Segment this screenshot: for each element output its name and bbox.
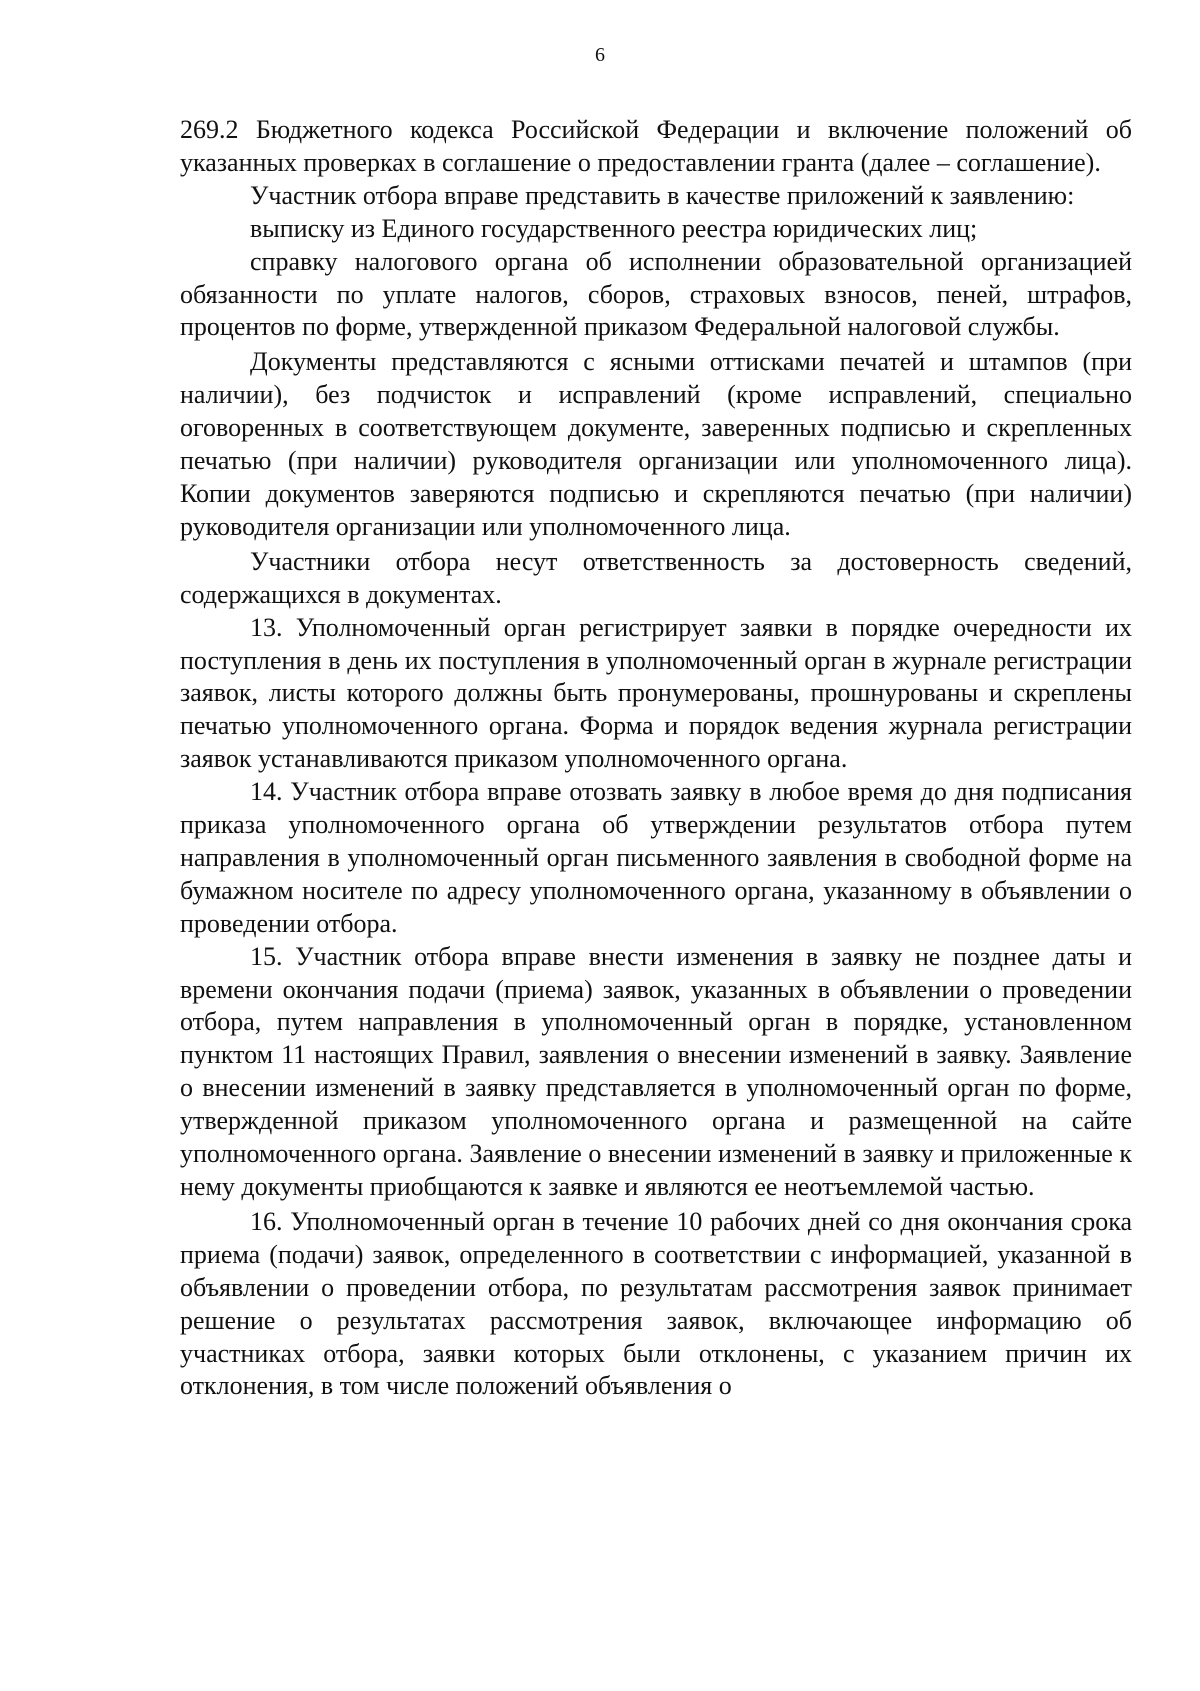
paragraph-attachments-intro: Участник отбора вправе представить в качестве приложений к заявлению:: [250, 180, 1075, 210]
paragraph-tax-certificate: справку налогового органа об исполнении образовательной организацией обязанности по уплате налогов, сборов, страховых взносов, пеней, штрафов, процентов по форме, утвержденной приказом Федеральной налоговой службы.: [180, 246, 1132, 342]
paragraph-item-15: 15. Участник отбора вправе внести изменения в заявку не позднее даты и времени окончания подачи (приема) заявок, указанных в объявлении о проведении отбора, путем направления в уполномоченный орган в порядке, установленном пунктом 11 настоящих Правил, заявления о внесении изменений в заявку. Заявление о внесении изменений в заявку представляется в уполномоченный орган по форме, утвержденной приказом уполномоченного органа и размещенной на сайте уполномоченного органа. Заявление о внесении изменений в заявку и приложенные к нему документы приобщаются к заявке и являются ее неотъемлемой частью.: [180, 941, 1132, 1201]
paragraph-item-13: 13. Уполномоченный орган регистрирует заявки в порядке очередности их поступления в день их поступления в уполномоченный орган в журнале регистрации заявок, листы которого должны быть пронумерованы, прошнурованы и скреплены печатью уполномоченного органа. Форма и порядок ведения журнала регистрации заявок устанавливаются приказом уполномоченного органа.: [180, 612, 1132, 774]
paragraph-budget-code-reference: 269.2 Бюджетного кодекса Российской Федерации и включение положений об указанных проверках в соглашение о предоставлении гранта (далее – соглашение).: [180, 115, 1132, 177]
paragraph-egrul-extract: выписку из Единого государственного реестра юридических лиц;: [250, 213, 978, 243]
paragraph-item-16: 16. Уполномоченный орган в течение 10 рабочих дней со дня окончания срока приема (подачи) заявок, определенного в соответствии с информацией, указанной в объявлении о проведении отбора, по результатам рассмотрения заявок принимает решение о результатах рассмотрения заявок, включающее информацию об участниках отбора, заявки которых были отклонены, с указанием причин их отклонения, в том числе положений объявления о: [180, 1206, 1132, 1401]
document-body: [180, 114, 1132, 1403]
paragraph-document-requirements: Документы представляются с ясными оттисками печатей и штампов (при наличии), без подчисток и исправлений (кроме исправлений, специально оговоренных в соответствующем документе, заверенных подписью и скрепленных печатью (при наличии) руководителя организации или уполномоченного лица). Копии документов заверяются подписью и скрепляются печатью (при наличии) руководителя организации или уполномоченного лица.: [180, 347, 1132, 541]
paragraph-item-14: 14. Участник отбора вправе отозвать заявку в любое время до дня подписания приказа уполномоченного органа об утверждении результатов отбора путем направления в уполномоченный орган письменного заявления в свободной форме на бумажном носителе по адресу уполномоченного органа, указанному в объявлении о проведении отбора.: [180, 777, 1132, 938]
paragraph-participant-responsibility: Участники отбора несут ответственность за достоверность сведений, содержащихся в документах.: [180, 546, 1132, 609]
page-number: 6: [595, 44, 605, 66]
